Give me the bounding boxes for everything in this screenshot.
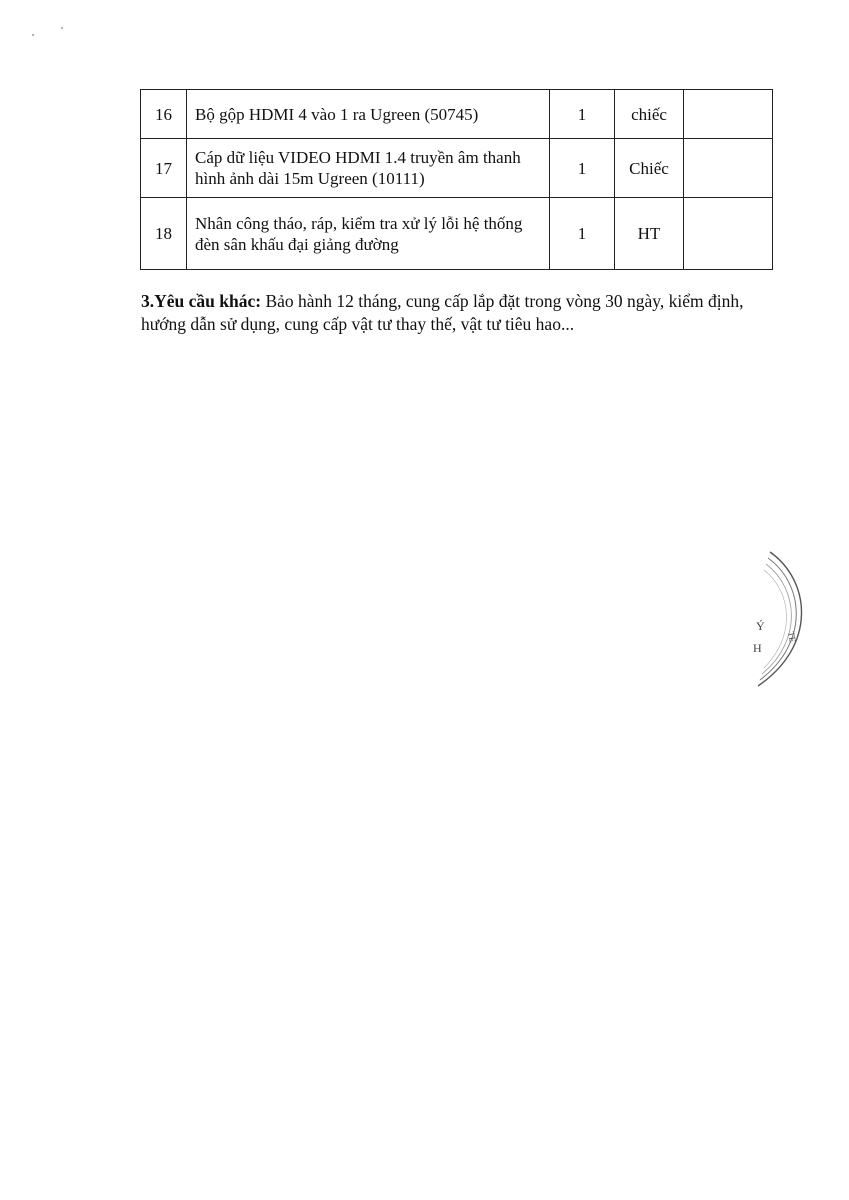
row-item-name: Cáp dữ liệu VIDEO HDMI 1.4 truyền âm thanh hình ảnh dài 15m Ugreen (10111) (187, 139, 550, 198)
row-item-name: Nhân công tháo, ráp, kiểm tra xử lý lỗi hệ thống đèn sân khấu đại giảng đường (187, 198, 550, 270)
row-stt: 16 (141, 90, 187, 139)
seal-fragment-text: H (753, 641, 762, 655)
seal-fragment-text: TE (786, 630, 798, 644)
row-item-name: Bộ gộp HDMI 4 vào 1 ra Ugreen (50745) (187, 90, 550, 139)
row-note (684, 139, 773, 198)
row-note (684, 90, 773, 139)
other-requirements-text: Bảo hành 12 tháng, cung cấp lắp đặt trong vòng 30 ngày, kiểm định, hướng dẫn sử dụng, cung cấp vật tư thay thế, vật tư tiêu hao... (141, 291, 744, 334)
table-row (141, 90, 773, 139)
table-row (141, 139, 773, 198)
items-table (140, 89, 773, 270)
scan-speck (61, 27, 63, 29)
stamp-seal-fragment (748, 550, 818, 690)
row-unit: chiếc (615, 90, 684, 139)
row-stt: 17 (141, 139, 187, 198)
row-unit: HT (615, 198, 684, 270)
scan-speck (32, 34, 34, 36)
row-unit: Chiếc (615, 139, 684, 198)
row-stt: 18 (141, 198, 187, 270)
row-quantity: 1 (550, 198, 615, 270)
row-quantity: 1 (550, 90, 615, 139)
other-requirements-label: 3.Yêu cầu khác: (141, 291, 262, 311)
row-note (684, 198, 773, 270)
row-quantity: 1 (550, 139, 615, 198)
other-requirements (141, 290, 781, 336)
table-row (141, 198, 773, 270)
seal-fragment-text: Ý (756, 619, 765, 633)
